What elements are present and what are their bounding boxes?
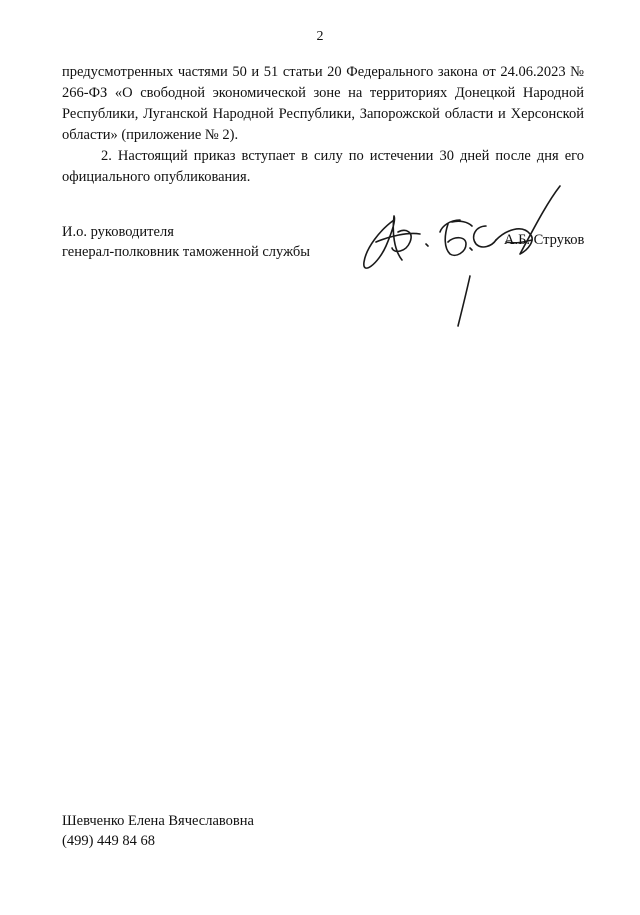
contact-phone: (499) 449 84 68 <box>62 833 156 849</box>
signer-rank: генерал-полковник таможенной службы <box>62 244 311 260</box>
document-body <box>62 62 584 188</box>
signer-name: А.Б. Струков <box>504 232 585 248</box>
signer-position: И.о. руководителя <box>62 224 174 240</box>
contact-name: Шевченко Елена Вячеславовна <box>62 813 254 829</box>
page-number: 2 <box>316 29 324 44</box>
handwritten-signature <box>356 184 562 332</box>
paragraph-continuation: предусмотренных частями 50 и 51 статьи 20 Федерального закона от 24.06.2023 № 266-ФЗ «О свободной экономической зоне на территориях Донецкой Народной Республики, Луганской Народной Республики, Запорожской области и Херсонской области» (приложение № 2). <box>62 64 584 143</box>
signer-title-block <box>62 222 310 262</box>
contact-block <box>62 811 254 851</box>
paragraph-effective-date: 2. Настоящий приказ вступает в силу по истечении 30 дней после дня его официального опубликования. <box>62 148 584 185</box>
